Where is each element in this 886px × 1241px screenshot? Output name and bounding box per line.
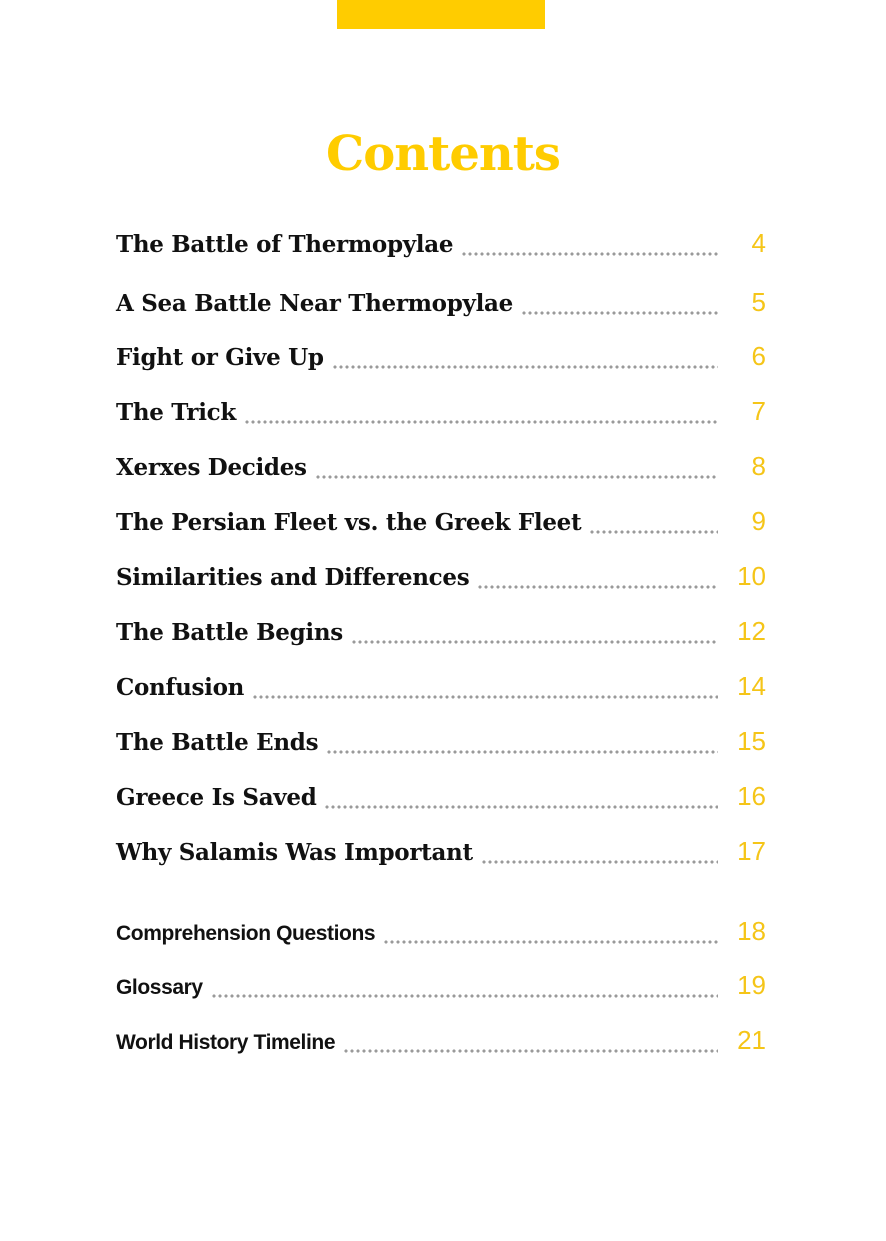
toc-entry-label: Why Salamis Was Important xyxy=(116,839,473,866)
toc-entry-page: 8 xyxy=(751,451,766,481)
toc-entry-page: 14 xyxy=(737,671,766,701)
toc-entry-label: Glossary xyxy=(116,976,203,999)
toc-leader-dots xyxy=(326,750,718,754)
toc-entry-back-matter[interactable] xyxy=(116,1025,766,1065)
toc-entry-back-matter[interactable] xyxy=(116,970,766,1010)
toc-entry-label: A Sea Battle Near Thermopylae xyxy=(116,290,513,317)
toc-entry[interactable] xyxy=(116,341,766,381)
toc-leader-dots xyxy=(315,475,718,479)
toc-leader-dots xyxy=(521,311,718,315)
toc-leader-dots xyxy=(461,252,718,256)
toc-entry[interactable] xyxy=(116,228,766,268)
toc-leader-dots xyxy=(481,860,718,864)
toc-entry-page: 7 xyxy=(751,396,766,426)
toc-entry-label: Fight or Give Up xyxy=(116,344,324,371)
toc-entry[interactable] xyxy=(116,396,766,436)
page-title: Contents xyxy=(326,126,560,182)
toc-entry-page: 19 xyxy=(737,970,766,1000)
toc-entry-label: Comprehension Questions xyxy=(116,922,376,945)
toc-entry-label: The Persian Fleet vs. the Greek Fleet xyxy=(116,509,582,536)
toc-entry-label: The Trick xyxy=(116,399,237,426)
toc-leader-dots xyxy=(244,420,718,424)
toc-entry[interactable] xyxy=(116,616,766,656)
toc-entry-page: 15 xyxy=(737,726,766,756)
toc-entry-label: Confusion xyxy=(116,674,245,701)
toc-leader-dots xyxy=(211,994,718,998)
toc-leader-dots xyxy=(252,695,718,699)
toc-leader-dots xyxy=(343,1049,718,1053)
toc-leader-dots xyxy=(351,640,718,644)
toc-entry-label: Xerxes Decides xyxy=(116,454,307,481)
top-accent-bar xyxy=(337,0,545,29)
toc-entry-page: 16 xyxy=(737,781,766,811)
toc-entry[interactable] xyxy=(116,671,766,711)
toc-leader-dots xyxy=(589,530,718,534)
toc-entry-back-matter[interactable] xyxy=(116,916,766,956)
toc-entry-label: The Battle Begins xyxy=(116,619,343,646)
toc-entry[interactable] xyxy=(116,781,766,821)
toc-entry[interactable] xyxy=(116,561,766,601)
toc-entry-label: Greece Is Saved xyxy=(116,784,317,811)
toc-entry-label: World History Timeline xyxy=(116,1031,336,1054)
toc-entry[interactable] xyxy=(116,451,766,491)
toc-leader-dots xyxy=(383,940,718,944)
toc-entry-page: 9 xyxy=(751,506,766,536)
toc-entry[interactable] xyxy=(116,287,766,327)
toc-entry[interactable] xyxy=(116,726,766,766)
toc-entry[interactable] xyxy=(116,836,766,876)
toc-entry-page: 17 xyxy=(737,836,766,866)
toc-entry[interactable] xyxy=(116,506,766,546)
toc-leader-dots xyxy=(324,805,718,809)
toc-entry-label: Similarities and Differences xyxy=(116,564,470,591)
toc-entry-page: 5 xyxy=(751,287,766,317)
toc-entry-page: 21 xyxy=(737,1025,766,1055)
toc-entry-page: 18 xyxy=(737,916,766,946)
toc-entry-page: 10 xyxy=(737,561,766,591)
toc-entry-page: 12 xyxy=(737,616,766,646)
toc-entry-label: The Battle Ends xyxy=(116,729,319,756)
toc-entry-label: The Battle of Thermopylae xyxy=(116,231,454,258)
toc-leader-dots xyxy=(477,585,718,589)
toc-leader-dots xyxy=(332,365,718,369)
toc-entry-page: 4 xyxy=(751,228,766,258)
toc-entry-page: 6 xyxy=(751,341,766,371)
